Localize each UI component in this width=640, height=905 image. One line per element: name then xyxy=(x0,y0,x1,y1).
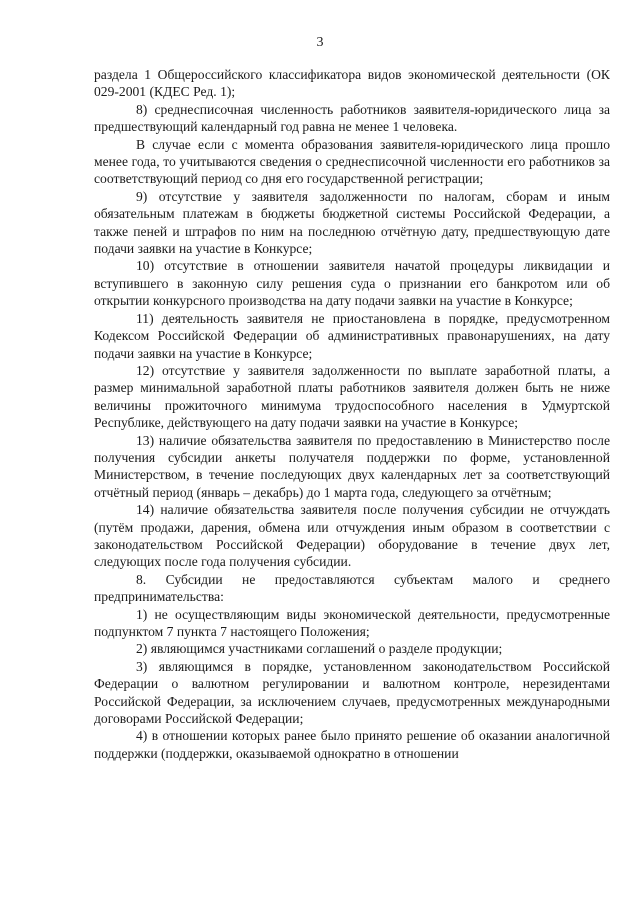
paragraph: 4) в отношении которых ранее было принято решение об оказании аналогичной поддержки (поддержки, оказываемой однократно в отношении xyxy=(94,728,610,761)
paragraph: 11) деятельность заявителя не приостановлена в порядке, предусмотренном Кодексом Российской Федерации об административных правонарушениях, на дату подачи заявки на участие в Конкурсе; xyxy=(94,310,610,361)
paragraph: 14) наличие обязательства заявителя после получения субсидии не отчуждать (путём продажи, дарения, обмена или отчуждения иным образом в соответствии с законодательством Российской Федерации) оборудование в течение двух лет, следующих после года получения субсидии. xyxy=(94,502,610,570)
paragraph: 8. Субсидии не предоставляются субъектам малого и среднего предпринимательства: xyxy=(94,571,610,605)
paragraph: В случае если с момента образования заявителя-юридического лица прошло менее года, то учитываются сведения о среднесписочной численности его работников за соответствующий период со дня его государственной регистрации; xyxy=(94,136,610,187)
document-body xyxy=(94,66,610,762)
paragraph: 2) являющимся участниками соглашений о разделе продукции; xyxy=(136,641,503,657)
paragraph: 9) отсутствие у заявителя задолженности по налогам, сборам и иным обязательным платежам в бюджеты бюджетной системы Российской Федерации, а также пеней и штрафов по ним на последнюю отчётную дату, предшествующую дате подачи заявки на участие в Конкурсе; xyxy=(94,188,610,257)
paragraph: 13) наличие обязательства заявителя по предоставлению в Министерство после получения субсидии анкеты получателя поддержки по форме, установленной Министерством, в течение последующих двух календарных лет за соответствующий отчётный период (январь – декабрь) до 1 марта года, следующего за отчётным; xyxy=(94,432,610,500)
paragraph: 10) отсутствие в отношении заявителя начатой процедуры ликвидации и вступившего в законную силу решения суда о признании его банкротом или об открытии конкурсного производства на дату подачи заявки на участие в Конкурсе; xyxy=(94,258,610,309)
paragraph: 12) отсутствие у заявителя задолженности по выплате заработной платы, а размер минимальной заработной платы работников заявителя должен быть не ниже величины прожиточного минимума трудоспособного населения в Удмуртской Республике, действующего на дату подачи заявки на участие в Конкурсе; xyxy=(94,362,610,431)
page-number: 3 xyxy=(316,35,324,50)
paragraph: 3) являющимся в порядке, установленном законодательством Российской Федерации о валютном регулировании и валютном контроле, нерезидентами Российской Федерации, за исключением случаев, предусмотренных международными договорами Российской Федерации; xyxy=(94,658,610,727)
paragraph: раздела 1 Общероссийского классификатора видов экономической деятельности (ОК 029-2001 (КДЕС Ред. 1); xyxy=(94,67,610,100)
paragraph: 1) не осуществляющим виды экономической деятельности, предусмотренные подпунктом 7 пункта 7 настоящего Положения; xyxy=(94,606,610,639)
paragraph: 8) среднесписочная численность работников заявителя-юридического лица за предшествующий календарный год равна не менее 1 человека. xyxy=(94,101,610,135)
